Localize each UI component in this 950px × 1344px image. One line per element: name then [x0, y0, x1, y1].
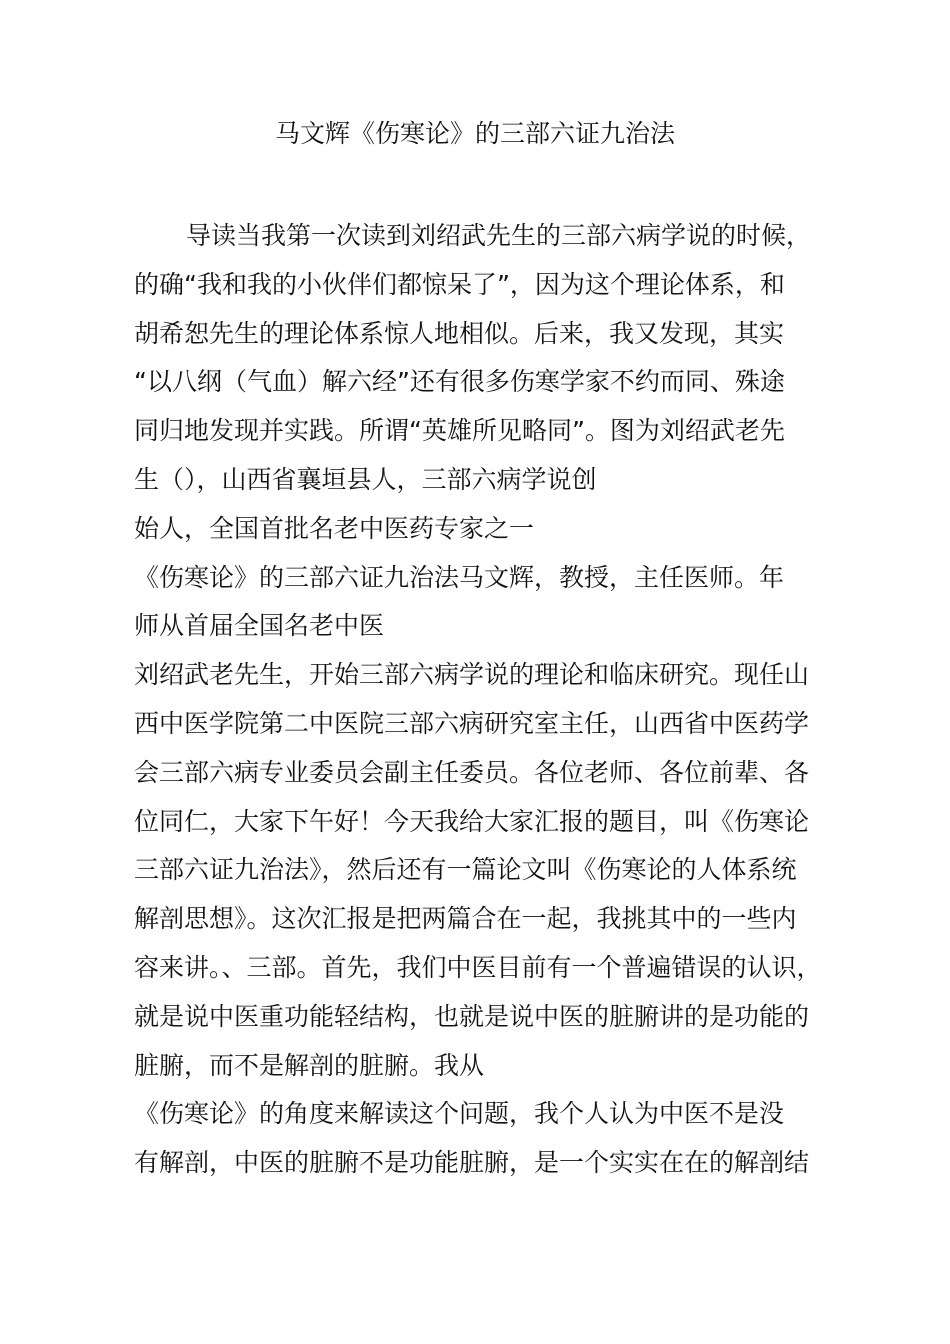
paragraph-line: 生（），山西省襄垣县人，三部六病学说创	[134, 464, 597, 494]
paragraph-line: “以八纲（气血）解六经”还有很多伤寒学家不约而同、殊途	[134, 367, 785, 397]
paragraph-line: 始人，全国首批名老中医药专家之一	[134, 513, 535, 543]
paragraph-line: 师从首届全国名老中医	[134, 611, 385, 641]
paragraph-line: 西中医学院第二中医院三部六病研究室主任，山西省中医药学	[134, 708, 810, 738]
document-title: 马文辉《伤寒论》的三部六证九治法	[274, 119, 675, 148]
paragraph-line: 导读当我第一次读到刘绍武先生的三部六病学说的时候，	[186, 221, 812, 250]
paragraph-line: 胡希恕先生的理论体系惊人地相似。后来，我又发现，其实	[134, 318, 785, 348]
paragraph-line: 解剖思想》。这次汇报是把两篇合在一起，我挑其中的一些内	[134, 904, 797, 934]
paragraph-line: 《伤寒论》的三部六证九治法马文辉，教授，主任医师。年	[134, 562, 785, 592]
paragraph-line: 同归地发现并实践。所谓“英雄所见略同”。图为刘绍武老先	[134, 416, 785, 446]
paragraph-line: 三部六证九治法》，然后还有一篇论文叫《伤寒论的人体系统	[134, 855, 797, 885]
paragraph-line: 位同仁，大家下午好！今天我给大家汇报的题目，叫《伤寒论	[134, 806, 810, 836]
paragraph-line: 有解剖，中医的脏腑不是功能脏腑，是一个实实在在的解剖结	[134, 1148, 810, 1178]
paragraph-line: 脏腑，而不是解剖的脏腑。我从	[134, 1050, 485, 1080]
paragraph-line: 就是说中医重功能轻结构，也就是说中医的脏腑讲的是功能的	[134, 1001, 810, 1031]
paragraph-line: 《伤寒论》的角度来解读这个问题，我个人认为中医不是没	[134, 1099, 785, 1129]
paragraph-line: 会三部六病专业委员会副主任委员。各位老师、各位前辈、各	[134, 757, 810, 787]
paragraph-line: 容来讲。、三部。首先，我们中医目前有一个普遍错误的认识，	[134, 952, 822, 982]
paragraph-line: 刘绍武老先生，开始三部六病学说的理论和临床研究。现任山	[134, 660, 810, 690]
paragraph-line: 的确“我和我的小伙伴们都惊呆了”，因为这个理论体系，和	[134, 269, 785, 299]
document-body	[134, 212, 834, 1188]
